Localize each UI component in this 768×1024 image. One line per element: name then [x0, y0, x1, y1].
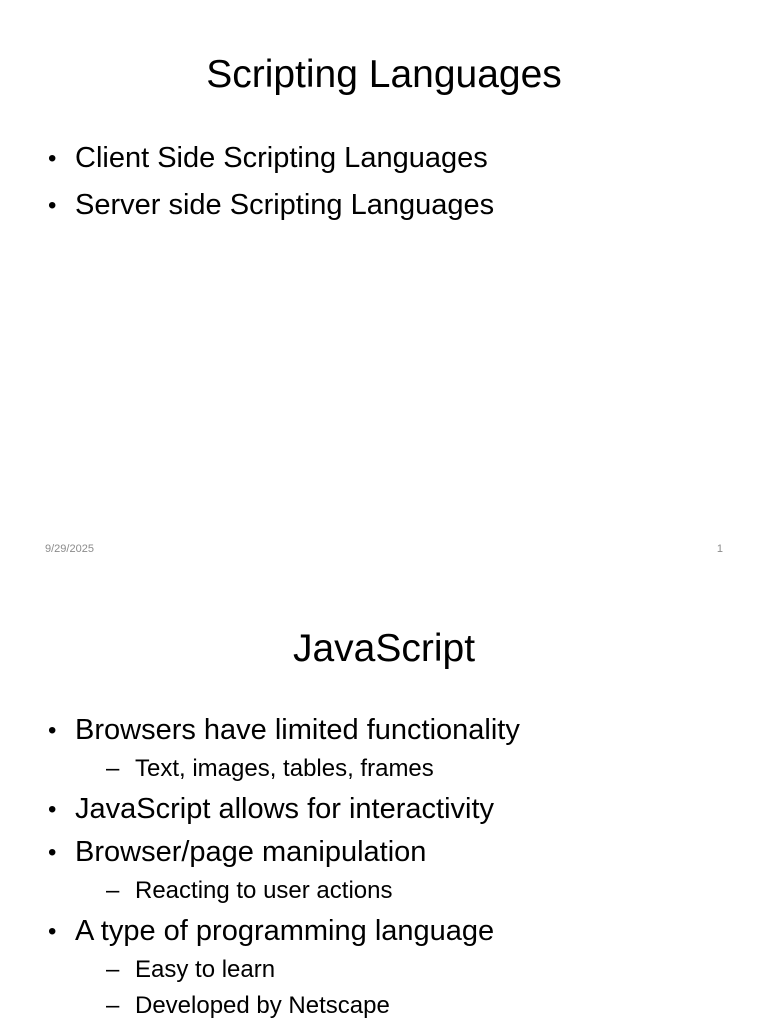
bullet-text: Client Side Scripting Languages: [75, 142, 488, 174]
bullet-text: JavaScript allows for interactivity: [75, 793, 495, 825]
sub-bullet-list: [75, 751, 728, 787]
bullet-marker: •: [48, 717, 57, 744]
bullet-item: [48, 185, 728, 226]
bullet-item: [48, 789, 728, 830]
footer-page-number: 1: [716, 543, 723, 555]
sub-bullet-list: [75, 873, 728, 909]
bullet-text: Browser/page manipulation: [75, 836, 427, 868]
bullet-list: [48, 710, 728, 1024]
bullet-text: A type of programming language: [75, 915, 495, 947]
bullet-item: [48, 138, 728, 179]
bullet-marker: •: [48, 192, 57, 219]
sub-bullet-marker: –: [106, 956, 120, 983]
slide-2: [0, 576, 768, 1024]
sub-bullet-list: [75, 952, 728, 1024]
bullet-marker: •: [48, 796, 57, 823]
bullet-text: Server side Scripting Languages: [75, 189, 495, 221]
sub-bullet-marker: –: [106, 992, 120, 1019]
bullet-marker: •: [48, 839, 57, 866]
slide-title: JavaScript: [292, 627, 476, 670]
sub-bullet-item: [75, 751, 728, 787]
bullet-list: [48, 138, 728, 232]
sub-bullet-text: Developed by Netscape: [135, 992, 390, 1019]
sub-bullet-item: [75, 873, 728, 909]
footer-date: 9/29/2025: [45, 543, 94, 555]
sub-bullet-item: [75, 952, 728, 988]
sub-bullet-text: Easy to learn: [135, 956, 276, 983]
sub-bullet-marker: –: [106, 755, 120, 782]
sub-bullet-text: Reacting to user actions: [135, 877, 393, 904]
bullet-marker: •: [48, 918, 57, 945]
bullet-text: Browsers have limited functionality: [75, 714, 520, 746]
bullet-item: [48, 710, 728, 787]
bullet-item: [48, 832, 728, 909]
slide-title: Scripting Languages: [206, 53, 562, 96]
sub-bullet-marker: –: [106, 877, 120, 904]
bullet-marker: •: [48, 145, 57, 172]
bullet-item: [48, 911, 728, 1024]
sub-bullet-item: [75, 988, 728, 1024]
sub-bullet-text: Text, images, tables, frames: [135, 755, 434, 782]
